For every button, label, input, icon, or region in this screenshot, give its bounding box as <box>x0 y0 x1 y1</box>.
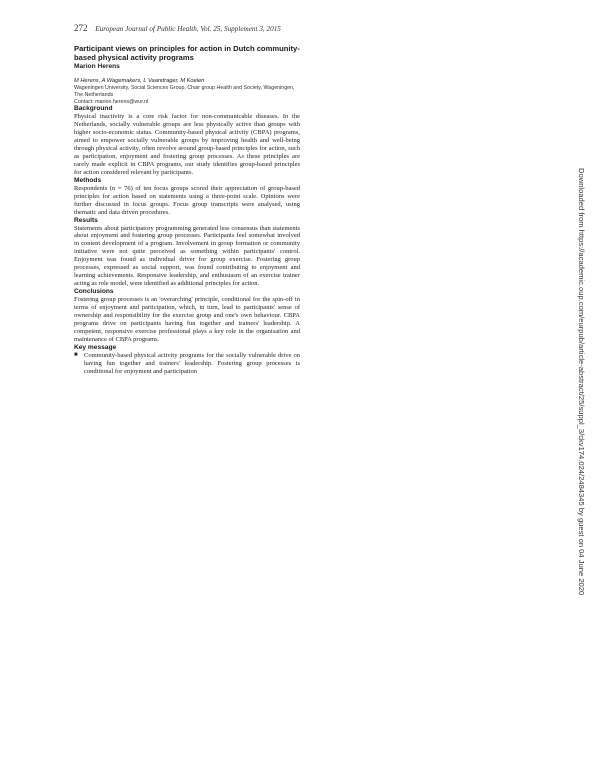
affiliation: Wageningen University, Social Sciences Group, Chair group Health and Society, Wageningen, The Netherlands <box>74 85 295 98</box>
bullet-icon: ■ <box>74 351 78 358</box>
section-conclusions <box>74 288 300 344</box>
key-message-item <box>74 352 300 376</box>
section-text: Physical inactivity is a core risk factor for non-communicable diseases. In the Netherlands, socially vulnerable groups are less physically active than groups with higher socio-economic status. Community-based physical activity (CBPA) programs, aimed to empower socially vulnerable groups by improving health and well-being through physical activity, often revolve around group-based principles for action, such as participation, enjoyment and fostering group processes. As these principles are rarely made explicit in CBPA programs, our study identifies group-based principles for action considered relevant by participants. <box>74 113 300 176</box>
section-key-message <box>74 344 300 376</box>
section-background <box>74 105 300 177</box>
key-message-text: Community-based physical activity programs for the socially vulnerable drive on having fun together and trainers' leadership. Fostering group processes is conditional for enjoyment and participation <box>84 351 300 375</box>
section-results <box>74 217 300 289</box>
section-heading: Results <box>74 216 98 224</box>
download-watermark: Downloaded from https://academic.oup.com/eurpub/article-abstract/25/suppl_3/ckv174.024/2484345 by guest on 04 June 2020 <box>577 168 586 596</box>
running-header <box>74 23 281 33</box>
article-title: Participant views on principles for action in Dutch community-based physical activity programs <box>74 44 300 63</box>
page-number: 272 <box>74 23 88 33</box>
section-heading: Methods <box>74 176 102 184</box>
journal-citation: European Journal of Public Health, Vol. 25, Supplement 3, 2015 <box>95 25 281 33</box>
presenter-name: Marion Herens <box>74 62 120 70</box>
section-heading: Background <box>74 105 113 113</box>
author-list: M Herens, A Wagemakers, L Vaandrager, M Koelen <box>74 78 205 85</box>
section-text: Statements about participatory programming generated less consensus than statements about enjoyment and fostering group processes. Participants feel somewhat involved in content development of a program. Involvement in group formation or community initiative were not quite perceived as something within participants' control. Enjoyment was found as individual driver for group exercise. Fostering group processes, expressed as social support, was found contributing to enjoyment and learning achievements. Responsive leadership, and enthusiasm of an exercise trainer acting as role model, were identified as additional principles for action. <box>74 224 300 288</box>
section-heading: Conclusions <box>74 288 114 296</box>
section-text: Fostering group processes is an 'overarching' principle, conditional for the spin-off in terms of enjoyment and participation, which, in turn, lead to participants' sense of ownership and responsibility for the exercise group and one's own behaviour. CBPA programs drive on participants having fun together and trainers' leadership. A competent, responsive exercise professional plays a key role in the organisation and maintenance of CBPA programs. <box>74 296 300 343</box>
abstract-column <box>74 44 300 376</box>
section-heading: Key message <box>74 343 117 351</box>
section-text: Respondents (n = 76) of ten focus groups scored their appreciation of group-based principles for action based on statements using a three-point scale. Opinions were further discussed in focus groups. Focus group transcripts were analysed, using thematic and data driven procedures. <box>74 184 300 216</box>
contact-email: Contact: marion.herens@wur.nl <box>74 98 149 105</box>
section-methods <box>74 177 300 217</box>
